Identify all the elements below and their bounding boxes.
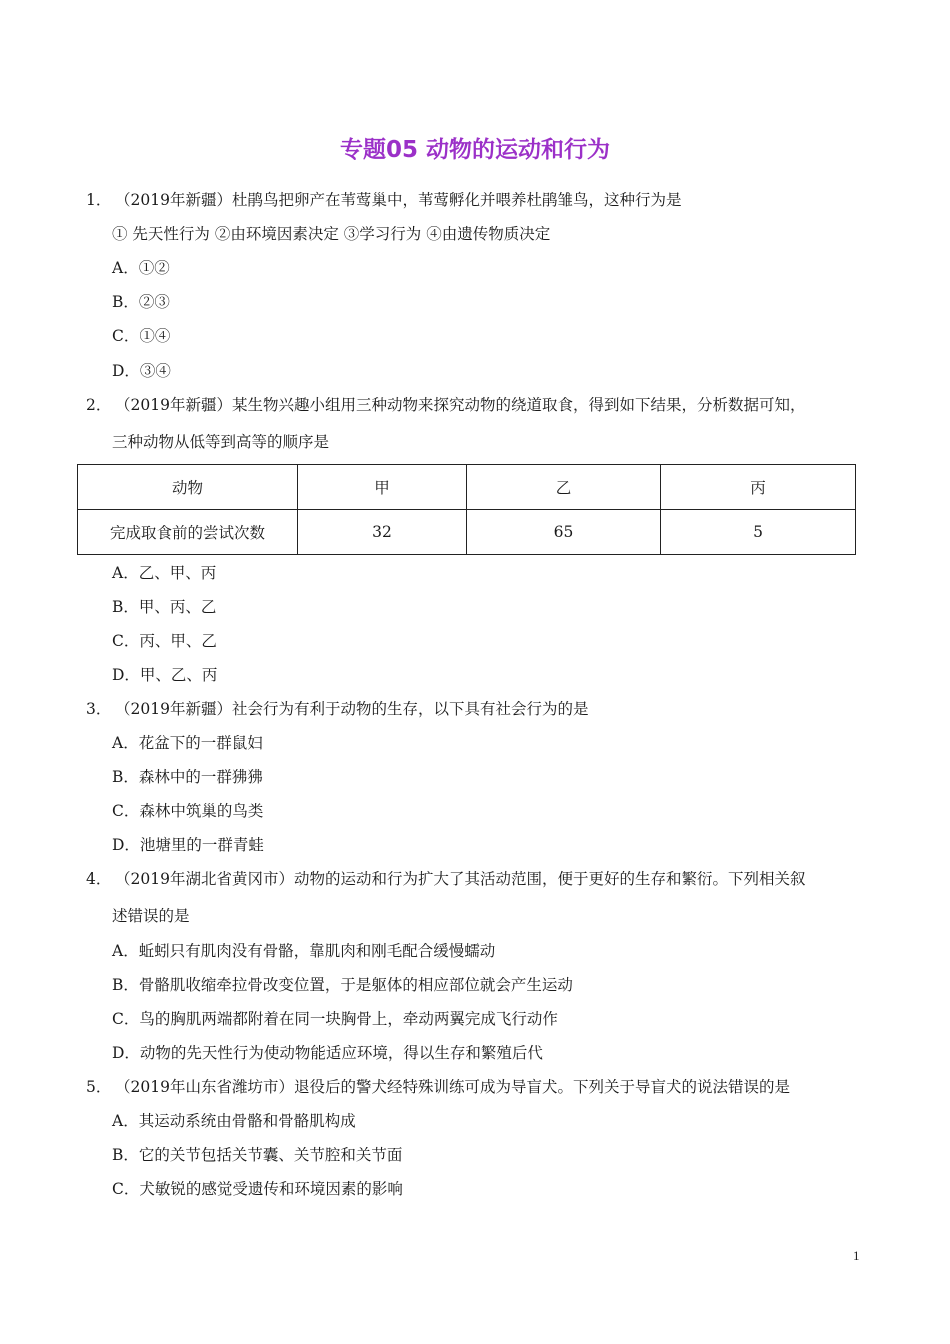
option-b: B．②③ (112, 293, 170, 311)
option-d: D．动物的先天性行为使动物能适应环境，得以生存和繁殖后代 (112, 1044, 543, 1062)
option-c: C．①④ (112, 327, 171, 345)
option-c: C．丙、甲、乙 (112, 632, 217, 650)
page-number: 1 (853, 1248, 860, 1263)
table-cell: 甲 (298, 465, 467, 510)
table-cell: 丙 (661, 465, 856, 510)
option-d: D．池塘里的一群青蛙 (112, 836, 264, 854)
question-2 (86, 394, 805, 416)
table-cell: 动物 (78, 465, 298, 510)
question-number: 5． (86, 1078, 112, 1096)
option-a: A．花盆下的一群鼠妇 (112, 734, 263, 752)
table-cell: 32 (298, 510, 467, 555)
question-text: （2019年山东省潍坊市）退役后的警犬经特殊训练可成为导盲犬。下列关于导盲犬的说法错误的是 (115, 1078, 790, 1096)
option-d: D．③④ (112, 362, 171, 380)
question-number: 1． (86, 191, 112, 209)
question-text: （2019年新疆）杜鹃鸟把卵产在苇莺巢中，苇莺孵化并喂养杜鹃雏鸟，这种行为是 (115, 191, 682, 209)
question-number: 3． (86, 700, 112, 718)
option-b: B．甲、丙、乙 (112, 598, 217, 616)
option-b: B．森林中的一群狒狒 (112, 768, 263, 786)
option-a: A．①② (112, 259, 170, 277)
option-c: C．森林中筑巢的鸟类 (112, 802, 264, 820)
table-cell: 乙 (467, 465, 661, 510)
question-1-statement: ① 先天性行为 ②由环境因素决定 ③学习行为 ④由遗传物质决定 (112, 225, 551, 243)
question-4 (86, 868, 805, 890)
option-b: B．它的关节包括关节囊、关节腔和关节面 (112, 1146, 403, 1164)
table-header-row (78, 465, 856, 510)
table-row (78, 510, 856, 555)
table-cell: 完成取食前的尝试次数 (78, 510, 298, 555)
option-c: C．犬敏锐的感觉受遗传和环境因素的影响 (112, 1180, 403, 1198)
option-d: D．甲、乙、丙 (112, 666, 218, 684)
question-text: （2019年新疆）某生物兴趣小组用三种动物来探究动物的绕道取食，得到如下结果，分析数据可知， (115, 396, 806, 414)
question-2-continued: 三种动物从低等到高等的顺序是 (112, 433, 330, 451)
question-4-continued: 述错误的是 (112, 907, 190, 925)
question-text: （2019年新疆）社会行为有利于动物的生存，以下具有社会行为的是 (115, 700, 589, 718)
question-1 (86, 189, 681, 211)
data-table (77, 464, 856, 555)
question-3 (86, 698, 588, 720)
option-a: A．其运动系统由骨骼和骨骼肌构成 (112, 1112, 356, 1130)
question-text: （2019年湖北省黄冈市）动物的运动和行为扩大了其活动范围，便于更好的生存和繁衍。下列相关叙 (115, 870, 806, 888)
question-number: 4． (86, 870, 112, 888)
option-c: C．鸟的胸肌两端都附着在同一块胸骨上，牵动两翼完成飞行动作 (112, 1010, 558, 1028)
question-5 (86, 1076, 790, 1098)
option-a: A．乙、甲、丙 (112, 564, 217, 582)
table-cell: 5 (661, 510, 856, 555)
table-cell: 65 (467, 510, 661, 555)
page-title: 专题05 动物的运动和行为 (339, 137, 610, 163)
option-a: A．蚯蚓只有肌肉没有骨骼，靠肌肉和刚毛配合缓慢蠕动 (112, 942, 496, 960)
option-b: B．骨骼肌收缩牵拉骨改变位置，于是躯体的相应部位就会产生运动 (112, 976, 573, 994)
question-number: 2． (86, 396, 112, 414)
